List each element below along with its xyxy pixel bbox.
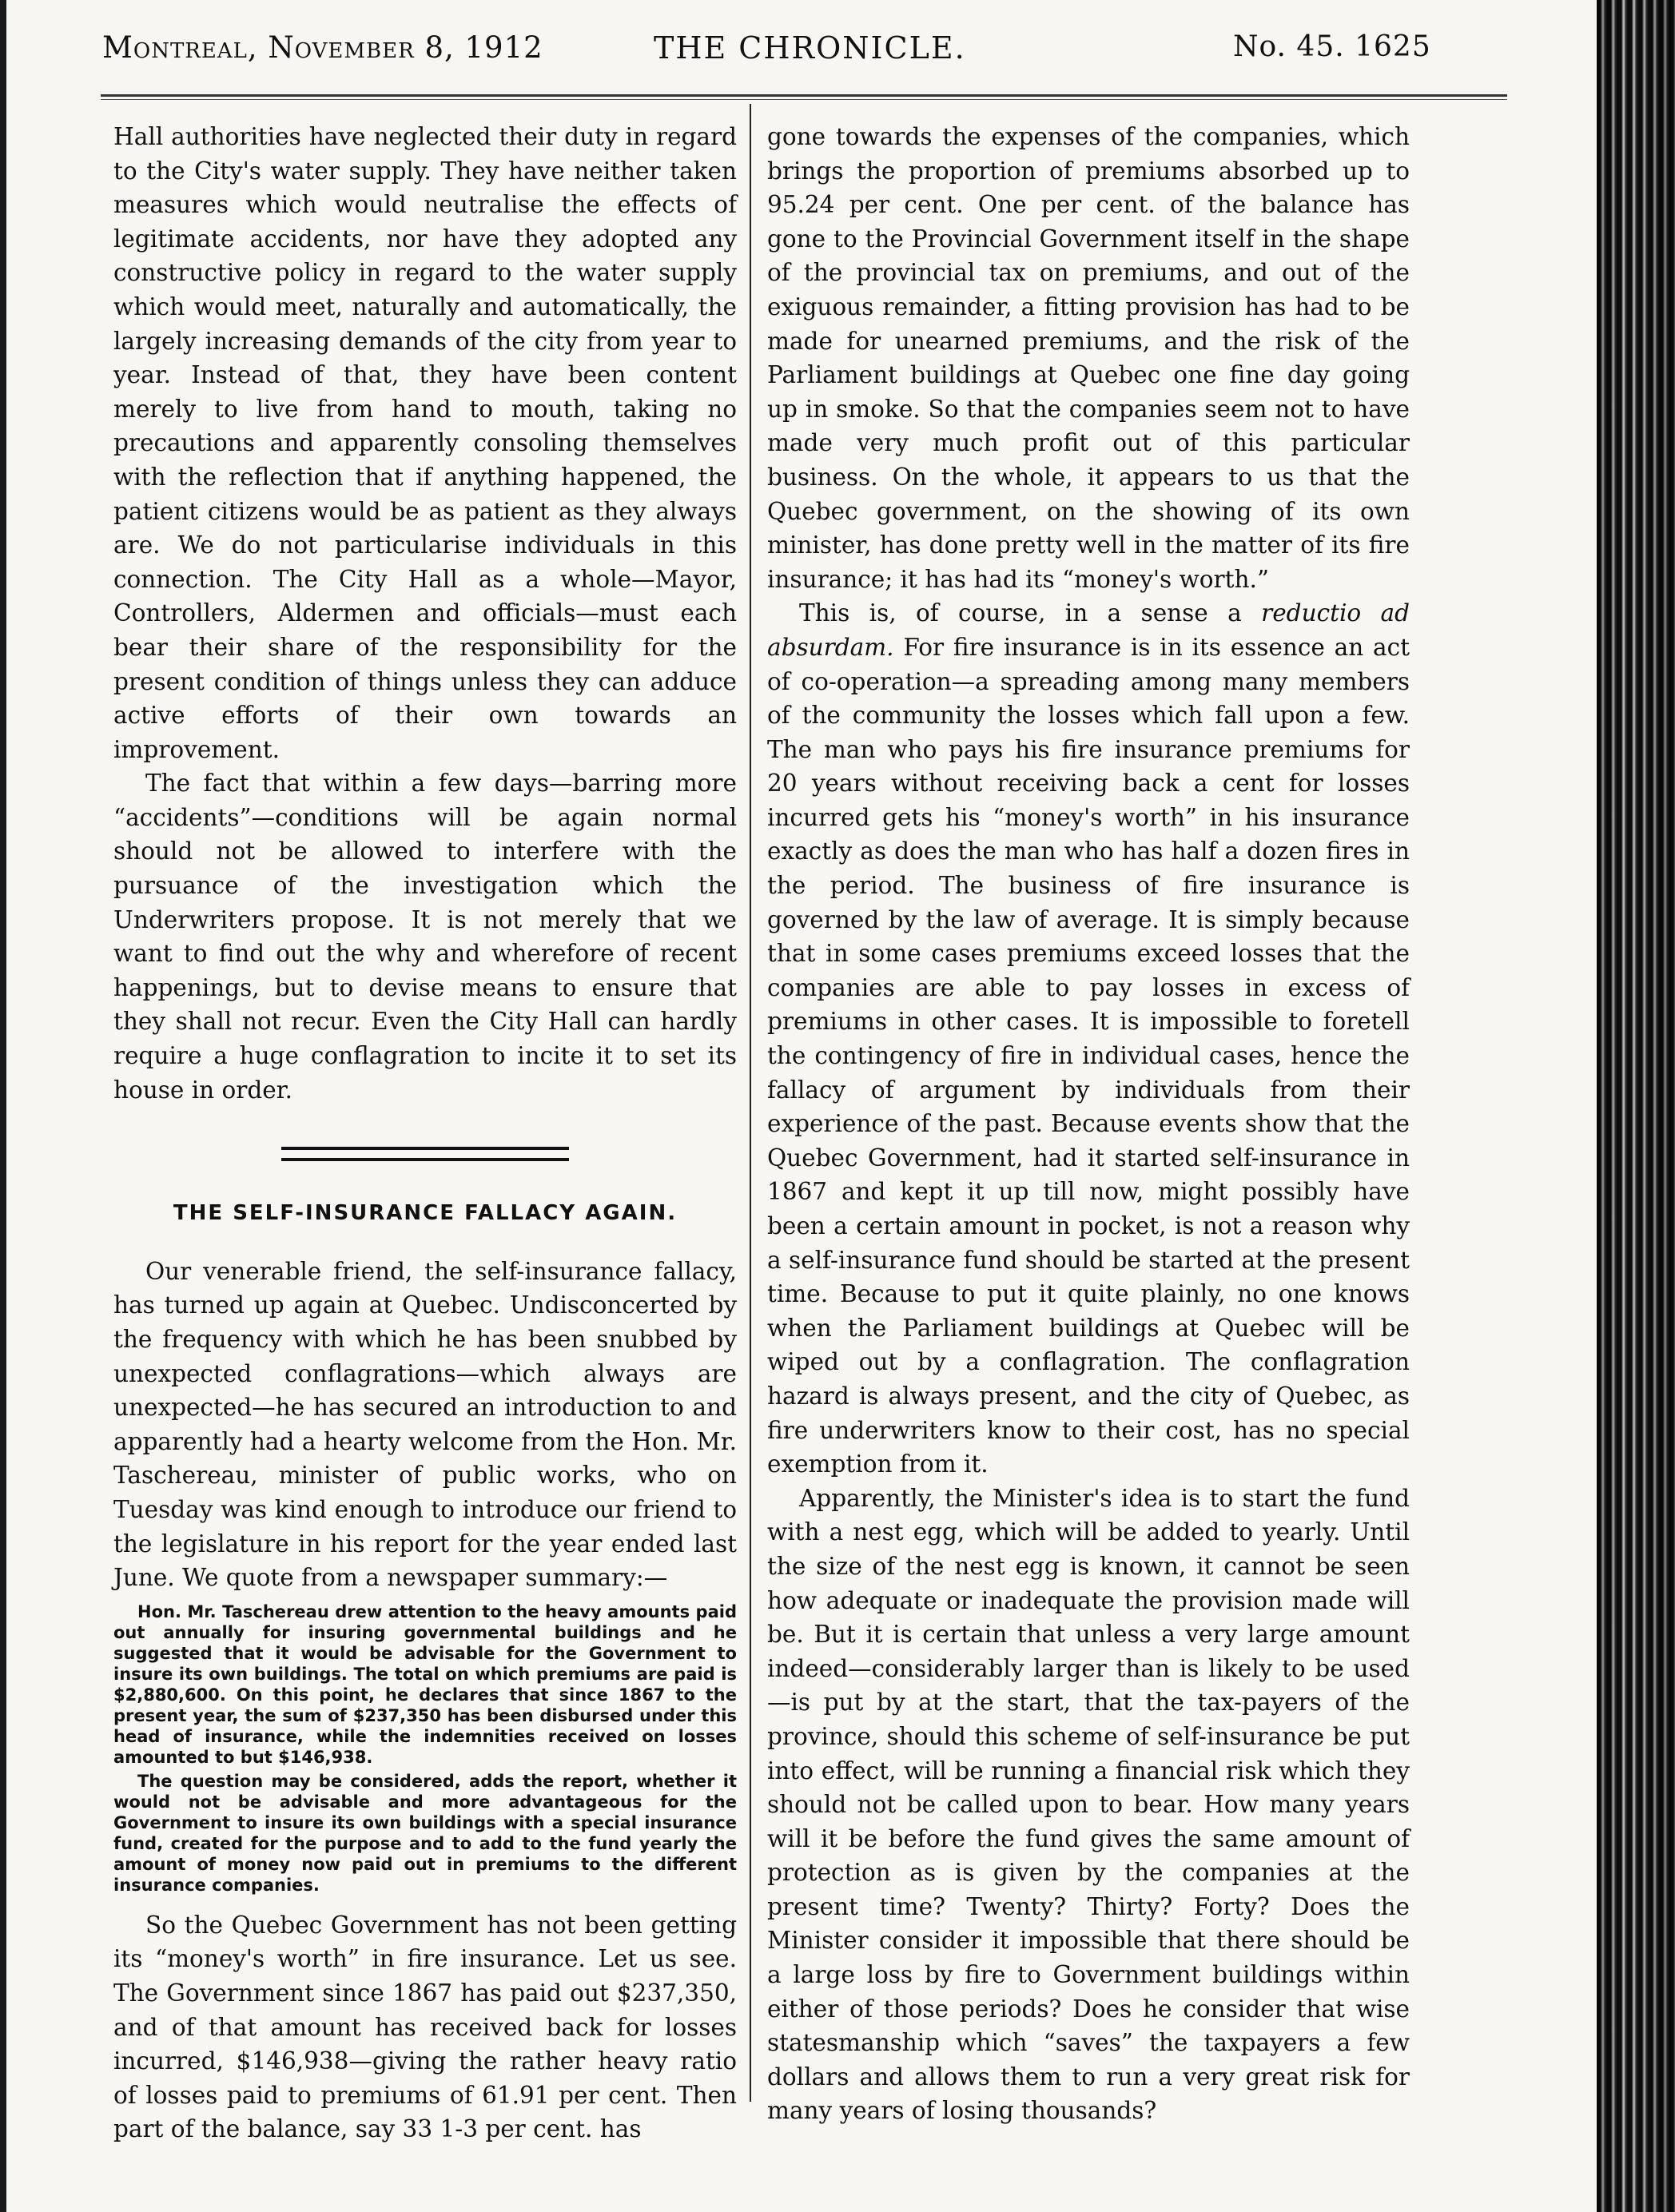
paragraph-text: This is, of course, in a sense a [799, 599, 1262, 627]
column-divider [750, 104, 751, 2102]
italic-phrase: reductio ad absurdam. [767, 599, 1410, 661]
paragraph: So the Quebec Government has not been getting its “money's worth” in fire insurance. Let us see. The Government since 1867 has paid out $237,350, and of that amount has received back for losses incurred, $146,938—giving the rather heavy ratio of losses paid to premiums of 61.91 per cent. Then part of the balance, say 33 1-3 per cent. has [113, 1911, 737, 2143]
article-title: THE SELF-INSURANCE FALLACY AGAIN. [173, 1201, 678, 1226]
paragraph [767, 596, 1410, 1481]
book-edge-shade [1597, 0, 1675, 2212]
newspaper-page [6, 0, 1597, 2212]
section-divider [281, 1147, 569, 1161]
block-quote [113, 1601, 737, 1896]
right-column [767, 120, 1410, 2128]
paragraph-continuation: Hall authorities have neglected their duty in regard to the City's water supply. They have neither taken measures which would neutralise the effects of legitimate accidents, nor have they adopted any constructive policy in regard to the water supply which would meet, naturally and automatically, the largely increasing demands of the city from year to year. Instead of that, they have been content merely to live from hand to mouth, taking no precautions and apparently consoling themselves with the reflection that if anything happened, the patient citizens would be as patient as they always are. We do not particularise individuals in this connection. The City Hall as a whole—Mayor, Controllers, Aldermen and officials—must each bear their share of the responsibility for the present condition of things unless they can adduce active efforts of their own towards an improvement. [113, 123, 737, 763]
quote-paragraph: Hon. Mr. Taschereau drew attention to the heavy amounts paid out annually for insuring governmental buildings and he suggested that it would be advisable for the Government to insure its own buildings. The total on which premiums are paid is $2,880,600. On this point, he declares that since 1867 to the present year, the sum of $237,350 has been disbursed under this head of insurance, while the indemnities received on losses amounted to but $146,938. [113, 1601, 737, 1767]
running-head-number: No. 45. 1625 [1233, 30, 1431, 63]
paragraph: The fact that within a few days—barring more “accidents”—conditions will be again normal should not be allowed to interfere with the pursuance of the investigation which the Underwriters propose. It is not merely that we want to find out the why and wherefore of recent happenings, but to devise means to ensure that they shall not recur. Even the City Hall can hardly require a huge conflagration to incite it to set its house in order. [113, 770, 737, 1104]
paragraph-continuation: gone towards the expenses of the companies, which brings the proportion of premiums absorbed up to 95.24 per cent. One per cent. of the balance has gone to the Provincial Government itself in the shape of the provincial tax on premiums, and out of the exiguous remainder, a fitting provision has had to be made for unearned premiums, and the risk of the Parliament buildings at Quebec one fine day going up in smoke. So that the companies seem not to have made very much profit out of this particular business. On the whole, it appears to us that the Quebec government, on the showing of its own minister, has done pretty well in the matter of its fire insurance; it has had its “money's worth.” [767, 123, 1410, 593]
paragraph-text: For fire insurance is in its essence an act of co-operation—a spreading among many members of the community the losses which fall upon a few. The man who pays his fire insurance premiums for 20 years without receiving back a cent for losses incurred gets his “money's worth” in his insurance exactly as does the man who has half a dozen fires in the period. The business of fire insurance is governed by the law of average. It is simply because that in some cases premiums exceed losses that the companies are able to pay losses in excess of premiums in other cases. It is impossible to foretell the contingency of fire in individual cases, hence the fallacy of argument by individuals from their experience of the past. Because events show that the Quebec Government, had it started self-insurance in 1867 and kept it up till now, might possibly have been a certain amount in pocket, is not a reason why a self-insurance fund should be started at the present time. Because to put it quite plainly, no one knows when the Parliament buildings at Quebec will be wiped out by a conflagration. The conflagration hazard is always present, and the city of Quebec, as fire underwriters know to their cost, has no special exemption from it. [767, 633, 1410, 1478]
quote-paragraph: The question may be considered, adds the report, whether it would not be advisable and more advantageous for the Government to insure its own buildings with a special insurance fund, created for the purpose and to add to the fund yearly the amount of money now paid out in premiums to the different insurance companies. [113, 1771, 737, 1895]
paragraph: Apparently, the Minister's idea is to start the fund with a nest egg, which will be added to yearly. Until the size of the nest egg is known, it cannot be seen how adequate or inadequate the provision made will be. But it is certain that unless a very large amount indeed—considerably larger than is likely to be used—is put by at the start, that the tax-payers of the province, should this scheme of self-insurance be put into effect, will be running a financial risk which they should not be called upon to bear. How many years will it be before the fund gives the same amount of protection as is given by the companies at the present time? Twenty? Thirty? Forty? Does the Minister consider it impossible that there should be a large loss by fire to Government buildings within either of those periods? Does he consider that wise statesmanship which “saves” the taxpayers a few dollars and allows them to run a very great risk for many years of losing thousands? [767, 1484, 1410, 2125]
running-head-dateline: Montreal, November 8, 1912 [102, 30, 543, 65]
running-head-title: THE CHRONICLE. [654, 30, 966, 66]
paragraph: Our venerable friend, the self-insurance fallacy, has turned up again at Quebec. Undisconcerted by the frequency with which he has been snubbed by unexpected conflagrations—which always are unexpected—he has secured an introduction to and apparently had a hearty welcome from the Hon. Mr. Taschereau, minister of public works, who on Tuesday was kind enough to introduce our friend to the legislature in his report for the year ended last June. We quote from a newspaper summary:— [113, 1257, 737, 1592]
left-column [113, 120, 737, 2146]
header-rule [101, 94, 1507, 100]
